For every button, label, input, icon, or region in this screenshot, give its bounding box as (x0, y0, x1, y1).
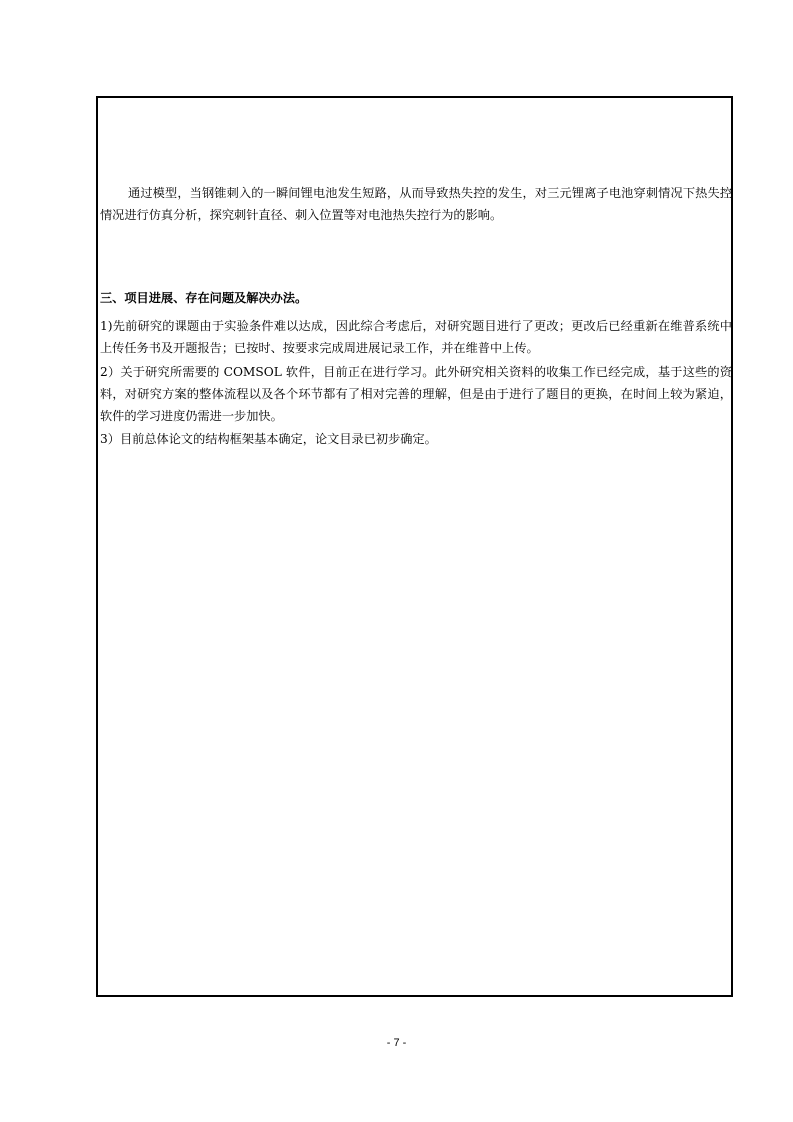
page-number: - 7 - (386, 1037, 407, 1049)
content-frame (96, 96, 733, 997)
progress-item-3: 3）目前总体论文的结构框架基本确定，论文目录已初步确定。 (100, 432, 437, 446)
progress-item-2: 2）关于研究所需要的 COMSOL 软件，目前正在进行学习。此外研究相关资料的收集工作已经完成，基于这些的资料，对研究方案的整体流程以及各个环节都有了相对完善的理解，但是由于进行了题目的更换，在时间上较为紧迫，软件的学习进度仍需进一步加快。 (100, 365, 732, 423)
progress-item-1: 1)先前研究的课题由于实验条件难以达成，因此综合考虑后，对研究题目进行了更改；更改后已经重新在维普系统中上传任务书及开题报告；已按时、按要求完成周进展记录工作，并在维普中上传。 (100, 319, 732, 355)
section-heading: 三、项目进展、存在问题及解决办法。 (100, 291, 308, 305)
intro-paragraph: 通过模型，当钢锥刺入的一瞬间锂电池发生短路，从而导致热失控的发生，对三元锂离子电池穿刺情况下热失控情况进行仿真分析，探究刺针直径、刺入位置等对电池热失控行为的影响。 (100, 186, 732, 222)
